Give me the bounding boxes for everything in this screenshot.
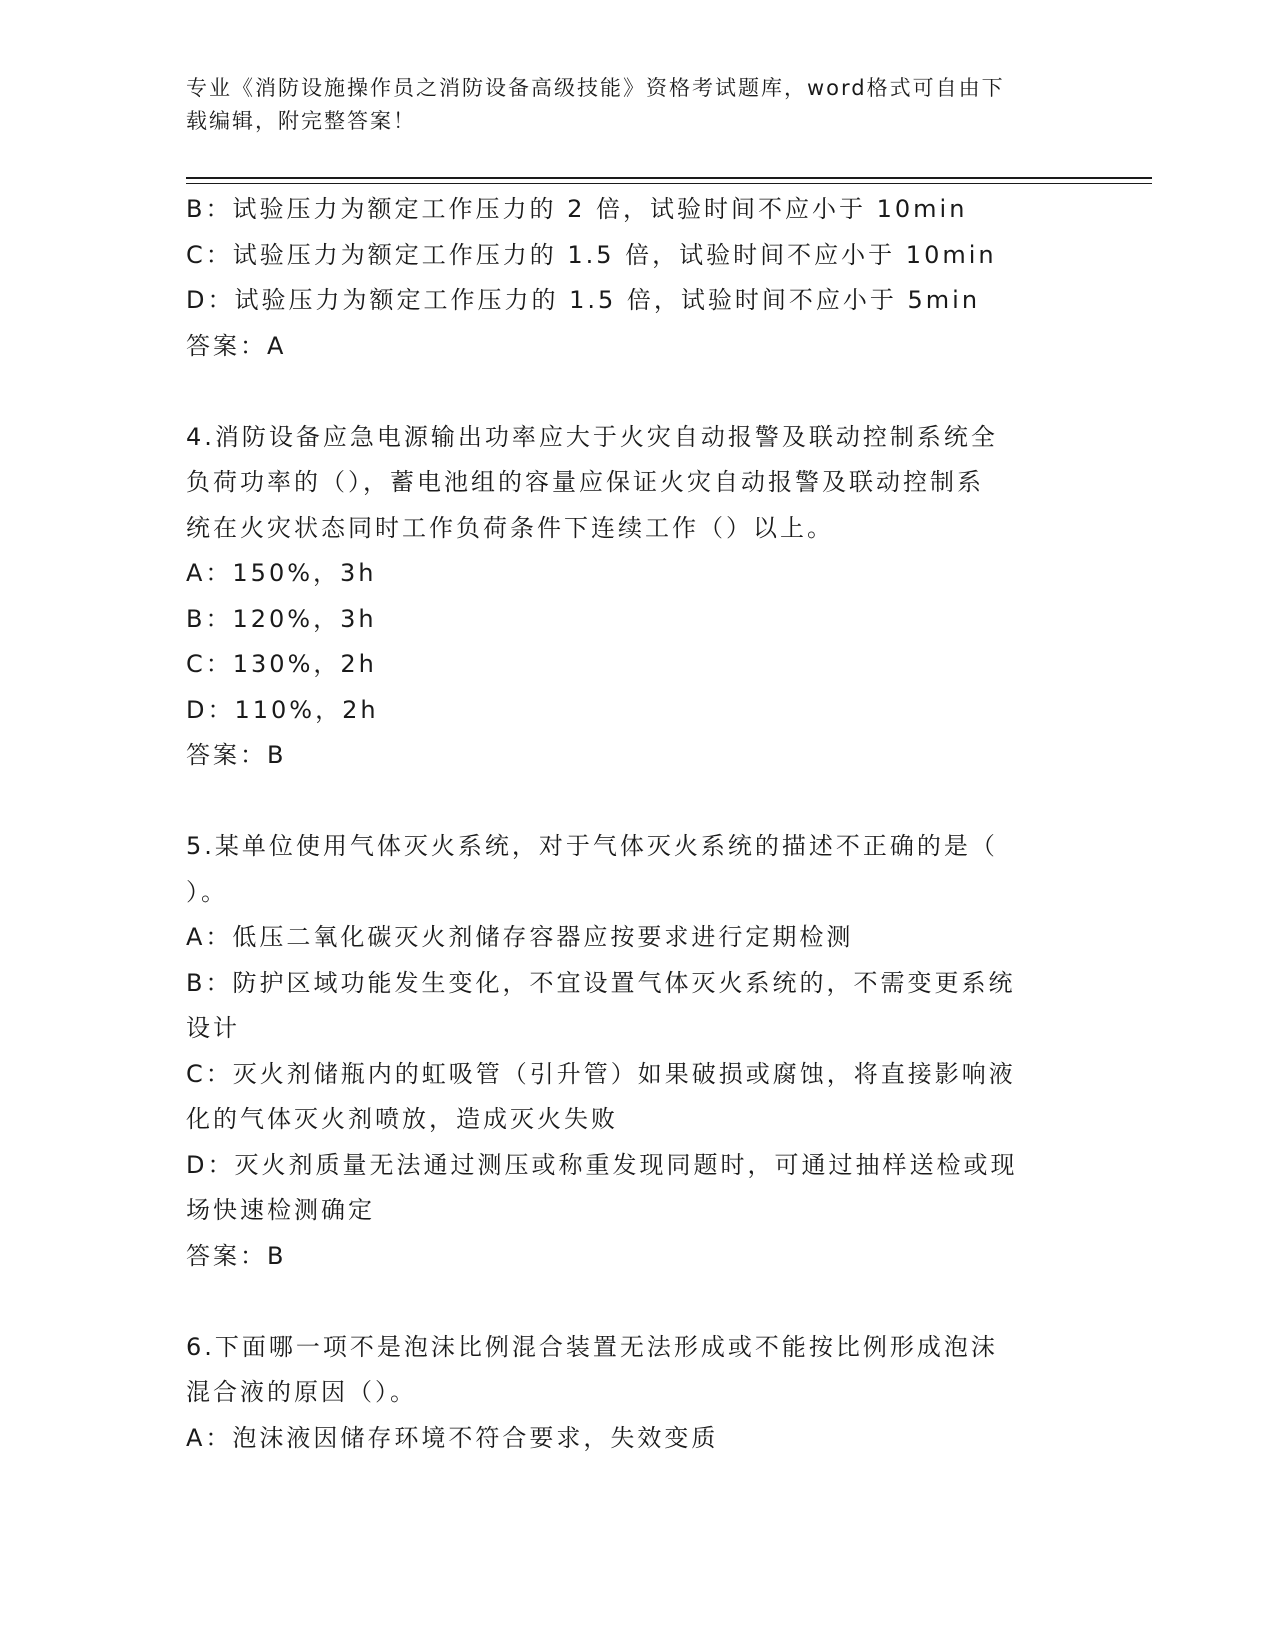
question-3 — [186, 187, 1076, 369]
q6-stem-line-1: 6.下面哪一项不是泡沫比例混合装置无法形成或不能按比例形成泡沫 — [186, 1332, 998, 1361]
question-5 — [186, 824, 1076, 1279]
document-header — [186, 72, 1066, 138]
q5-stem-line-2: ）。 — [186, 877, 228, 906]
q3-option-c: C：试验压力为额定工作压力的 1.5 倍，试验时间不应小于 10min — [186, 240, 997, 269]
spacer — [186, 369, 1076, 415]
spacer — [186, 1279, 1076, 1325]
spacer — [186, 779, 1076, 825]
q5-option-c-line-2: 化的气体灭火剂喷放，造成灭火失败 — [186, 1105, 618, 1133]
q3-option-b: B：试验压力为额定工作压力的 2 倍，试验时间不应小于 10min — [186, 195, 968, 223]
q3-answer: 答案：A — [186, 331, 287, 360]
header-rule-thin — [186, 183, 1152, 184]
q5-option-a: A：低压二氧化碳灭火剂储存容器应按要求进行定期检测 — [186, 923, 854, 951]
q4-stem-line-2: 负荷功率的（），蓄电池组的容量应保证火灾自动报警及联动控制系 — [186, 468, 984, 496]
q5-option-d-line-2: 场快速检测确定 — [186, 1196, 375, 1224]
q5-option-b-line-1: B：防护区域功能发生变化，不宜设置气体灭火系统的，不需变更系统 — [186, 968, 1016, 997]
q6-stem-line-2: 混合液的原因（）。 — [186, 1378, 417, 1406]
q6-option-a: A：泡沫液因储存环境不符合要求，失效变质 — [186, 1423, 719, 1452]
q4-stem-line-1: 4.消防设备应急电源输出功率应大于火灾自动报警及联动控制系统全 — [186, 422, 998, 451]
q5-option-c-line-1: C：灭火剂储瓶内的虹吸管（引升管）如果破损或腐蚀，将直接影响液 — [186, 1059, 1016, 1088]
q5-stem-line-1: 5.某单位使用气体灭火系统，对于气体灭火系统的描述不正确的是（ — [186, 832, 998, 860]
header-line-1: 专业《消防设施操作员之消防设备高级技能》资格考试题库，word格式可自由下 — [186, 76, 1005, 100]
q3-option-d: D：试验压力为额定工作压力的 1.5 倍，试验时间不应小于 5min — [186, 286, 981, 314]
question-content — [186, 187, 1076, 1461]
q4-option-a: A：150%，3h — [186, 559, 377, 587]
header-rule-thick — [186, 177, 1152, 179]
q4-option-b: B：120%，3h — [186, 604, 377, 633]
q4-option-d: D：110%，2h — [186, 695, 379, 724]
q5-option-b-line-2: 设计 — [186, 1014, 240, 1042]
question-6 — [186, 1325, 1076, 1462]
header-line-2: 载编辑，附完整答案！ — [186, 109, 416, 133]
q5-answer: 答案：B — [186, 1241, 287, 1270]
q5-option-d-line-1: D：灭火剂质量无法通过测压或称重发现同题时，可通过抽样送检或现 — [186, 1150, 1018, 1179]
q4-answer: 答案：B — [186, 741, 287, 769]
q4-stem-line-3: 统在火灾状态同时工作负荷条件下连续工作（）以上。 — [186, 513, 834, 542]
q4-option-c: C：130%，2h — [186, 650, 377, 678]
question-4 — [186, 415, 1076, 779]
